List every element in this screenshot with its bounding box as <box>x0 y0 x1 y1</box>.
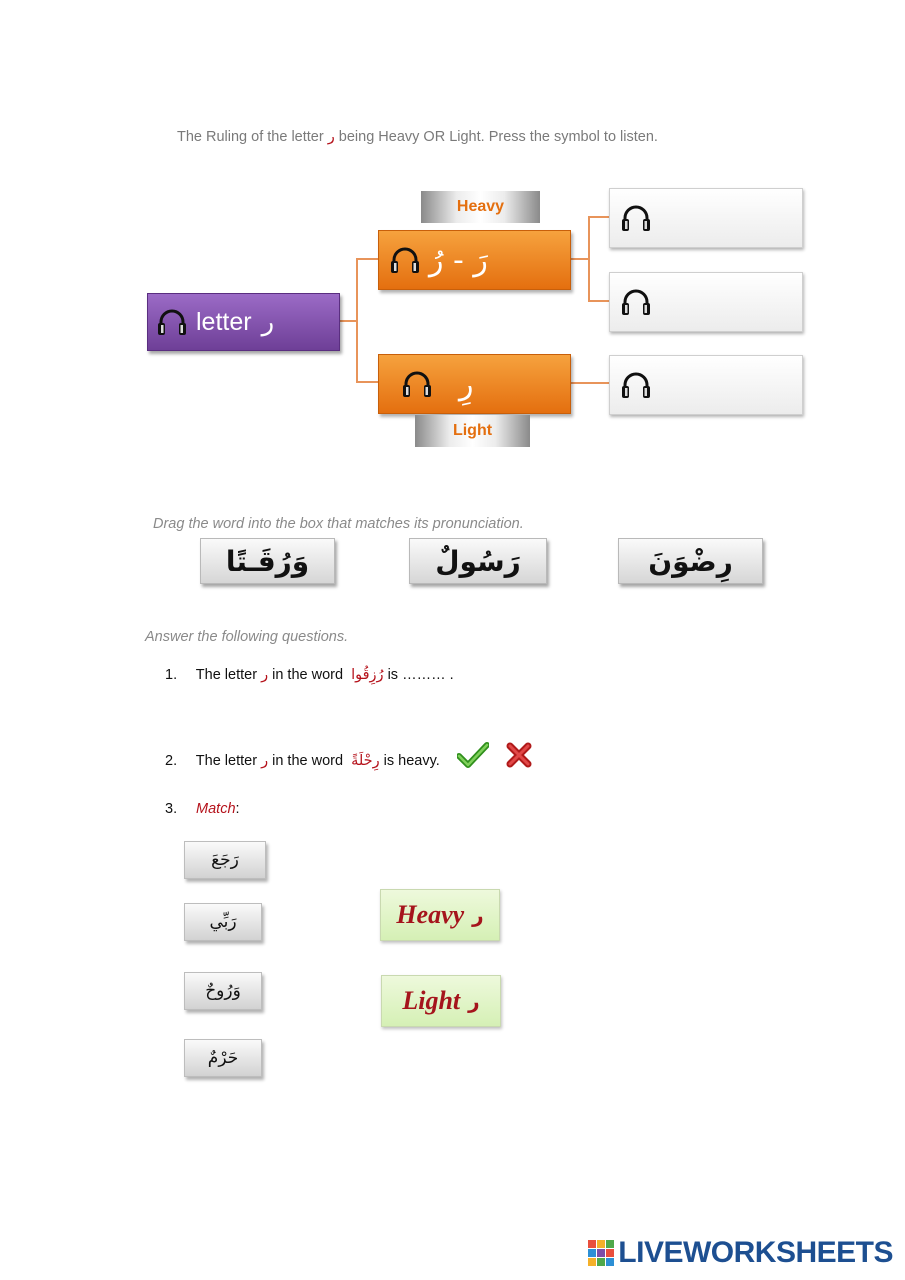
cross-icon[interactable] <box>506 742 532 768</box>
question-2-post: is heavy. <box>383 753 440 769</box>
questions-instruction: Answer the following questions. <box>145 629 349 645</box>
question-2-pre: The letter <box>195 753 258 769</box>
question-3-colon: : <box>235 801 240 817</box>
main-letter: ر <box>261 307 275 337</box>
match-word-2[interactable]: رَبِّي <box>184 903 262 941</box>
main-label: letter <box>196 307 252 336</box>
drag-word-1[interactable]: وَرُقَـتًا <box>200 538 335 584</box>
match-word-3[interactable]: وَرُوحٌ <box>184 972 262 1010</box>
connector-bottom-left <box>356 381 378 383</box>
match-target-light-letter: ر <box>468 989 480 1013</box>
headphones-icon[interactable] <box>401 369 433 399</box>
connector-top-left <box>356 258 378 260</box>
audio-box-heavy-damma[interactable] <box>609 272 803 332</box>
match-word-1[interactable]: رَجَعَ <box>184 841 266 879</box>
question-2-mid: in the word <box>272 753 344 769</box>
question-1 <box>165 667 454 683</box>
match-target-light[interactable] <box>381 975 501 1027</box>
connector-heavy-out <box>569 258 589 260</box>
audio-box-light-kasra[interactable] <box>609 355 803 415</box>
question-2-word: رِحْلَةً <box>351 753 380 769</box>
connector-light-out <box>569 382 610 384</box>
logo-grid-icon <box>588 1240 614 1266</box>
connector-vertical-right <box>588 216 590 302</box>
match-word-4[interactable]: حَرْمٌ <box>184 1039 262 1077</box>
heavy-letters-box[interactable] <box>378 230 571 290</box>
connector-right-mid <box>588 300 610 302</box>
heavy-tag: Heavy <box>421 191 540 223</box>
question-2-number: 2. <box>165 753 178 769</box>
drag-word-2[interactable]: رَسُولٌ <box>409 538 547 584</box>
intro-before: The Ruling of the letter <box>177 129 324 145</box>
headphones-icon[interactable] <box>389 245 421 275</box>
question-2-letter: ر <box>261 753 269 769</box>
question-1-mid: in the word <box>272 667 344 683</box>
question-3-number: 3. <box>165 801 178 817</box>
headphones-icon[interactable] <box>620 287 652 317</box>
question-1-letter: ر <box>261 667 269 683</box>
brand-name: LIVEWORKSHEETS <box>618 1236 893 1269</box>
heavy-letters: رَ - رُ <box>429 242 488 278</box>
question-3 <box>165 801 240 817</box>
connector-right-top <box>588 216 610 218</box>
light-letter-box[interactable] <box>378 354 571 414</box>
drag-instruction: Drag the word into the box that matches its pronunciation. <box>153 516 524 532</box>
question-1-answer-field[interactable]: is ……… . <box>387 667 454 683</box>
intro-text <box>177 129 658 145</box>
intro-letter: ر <box>327 129 335 145</box>
match-target-heavy-letter: ر <box>472 903 484 927</box>
light-tag: Light <box>415 415 530 447</box>
question-1-number: 1. <box>165 667 178 683</box>
connector-vertical-left <box>356 258 358 382</box>
match-target-light-word: Light <box>402 986 461 1015</box>
letter-ra-box[interactable] <box>147 293 340 351</box>
question-3-label: Match <box>196 801 236 817</box>
match-target-heavy[interactable] <box>380 889 500 941</box>
audio-box-heavy-fatha[interactable] <box>609 188 803 248</box>
connector-main <box>338 320 358 322</box>
match-target-heavy-word: Heavy <box>396 900 465 929</box>
question-2 <box>165 753 440 769</box>
liveworksheets-logo <box>588 1236 893 1270</box>
drag-word-3[interactable]: رِضْوَنَ <box>618 538 763 584</box>
headphones-icon[interactable] <box>620 370 652 400</box>
light-letter: رِ <box>459 366 474 402</box>
question-1-pre: The letter <box>195 667 258 683</box>
question-1-word: رُزِقُوا <box>351 667 384 683</box>
headphones-icon[interactable] <box>156 307 188 337</box>
check-icon[interactable] <box>457 742 489 768</box>
intro-after: being Heavy OR Light. Press the symbol to listen. <box>338 129 658 145</box>
headphones-icon[interactable] <box>620 203 652 233</box>
